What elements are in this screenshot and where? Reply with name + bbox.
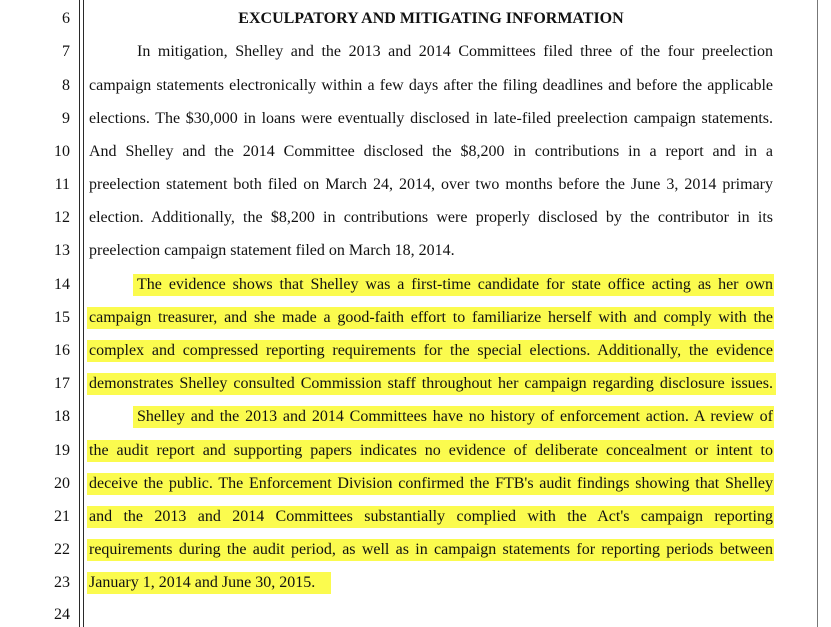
text-line: elections. The $30,000 in loans were eventually disclosed in late-filed preelection campaign statements.: [89, 110, 773, 127]
line-number: 19: [54, 442, 70, 459]
line-number: 15: [54, 309, 70, 326]
line-number: 17: [54, 375, 70, 392]
line-number: 7: [62, 43, 70, 60]
section-heading: EXCULPATORY AND MITIGATING INFORMATION: [238, 10, 624, 27]
line-number: 6: [62, 10, 70, 27]
line-number: 21: [54, 508, 70, 525]
line-number: 18: [54, 408, 70, 425]
highlighted-text-line: January 1, 2014 and June 30, 2015.: [89, 574, 316, 591]
text-line: And Shelley and the 2014 Committee disclosed the $8,200 in contributions in a report and in a: [89, 143, 773, 160]
text-line: election. Additionally, the $8,200 in contributions were properly disclosed by the contributor in its: [89, 209, 773, 226]
highlighted-text-line: Shelley and the 2013 and 2014 Committees have no history of enforcement action. A review of: [137, 408, 773, 425]
line-number: 20: [54, 475, 70, 492]
line-number: 8: [62, 77, 70, 94]
highlighted-text-line: complex and compressed reporting requirements for the special elections. Additionally, the evidence: [89, 342, 773, 359]
right-margin-rule: [817, 0, 818, 627]
line-number: 16: [54, 342, 70, 359]
line-number: 24: [54, 606, 70, 623]
highlighted-text-line: The evidence shows that Shelley was a first-time candidate for state office acting as her own: [137, 276, 773, 293]
highlighted-text-line: requirements during the audit period, as well as in campaign statements for reporting periods between: [89, 541, 773, 558]
highlighted-text-line: and the 2013 and 2014 Committees substantially complied with the Act's campaign reporting: [89, 508, 773, 525]
left-margin-rule-inner: [83, 0, 84, 627]
line-number: 9: [62, 110, 70, 127]
highlighted-text-line: the audit report and supporting papers indicates no evidence of deliberate concealment or intent to: [89, 442, 773, 459]
left-margin-rule: [79, 0, 80, 627]
line-number: 13: [54, 242, 70, 259]
highlighted-text-line: deceive the public. The Enforcement Division confirmed the FTB's audit findings showing that Shelley: [89, 475, 773, 492]
line-number: 22: [54, 541, 70, 558]
text-line: preelection campaign statement filed on March 18, 2014.: [89, 242, 455, 259]
line-number: 11: [54, 176, 70, 193]
text-line: campaign statements electronically within a few days after the filing deadlines and before the applicable: [89, 77, 773, 94]
line-number: 12: [54, 209, 70, 226]
text-line: preelection statement both filed on March 24, 2014, over two months before the June 3, 2014 primary: [89, 176, 773, 193]
line-number: 10: [54, 143, 70, 160]
highlighted-text-line: demonstrates Shelley consulted Commission staff throughout her campaign regarding disclosure issues.: [89, 375, 773, 392]
text-line: In mitigation, Shelley and the 2013 and 2014 Committees filed three of the four preelection: [137, 43, 773, 60]
line-number: 14: [54, 276, 70, 293]
line-number: 23: [54, 574, 70, 591]
highlighted-text-line: campaign treasurer, and she made a good-faith effort to familiarize herself with and comply with the: [89, 309, 773, 326]
